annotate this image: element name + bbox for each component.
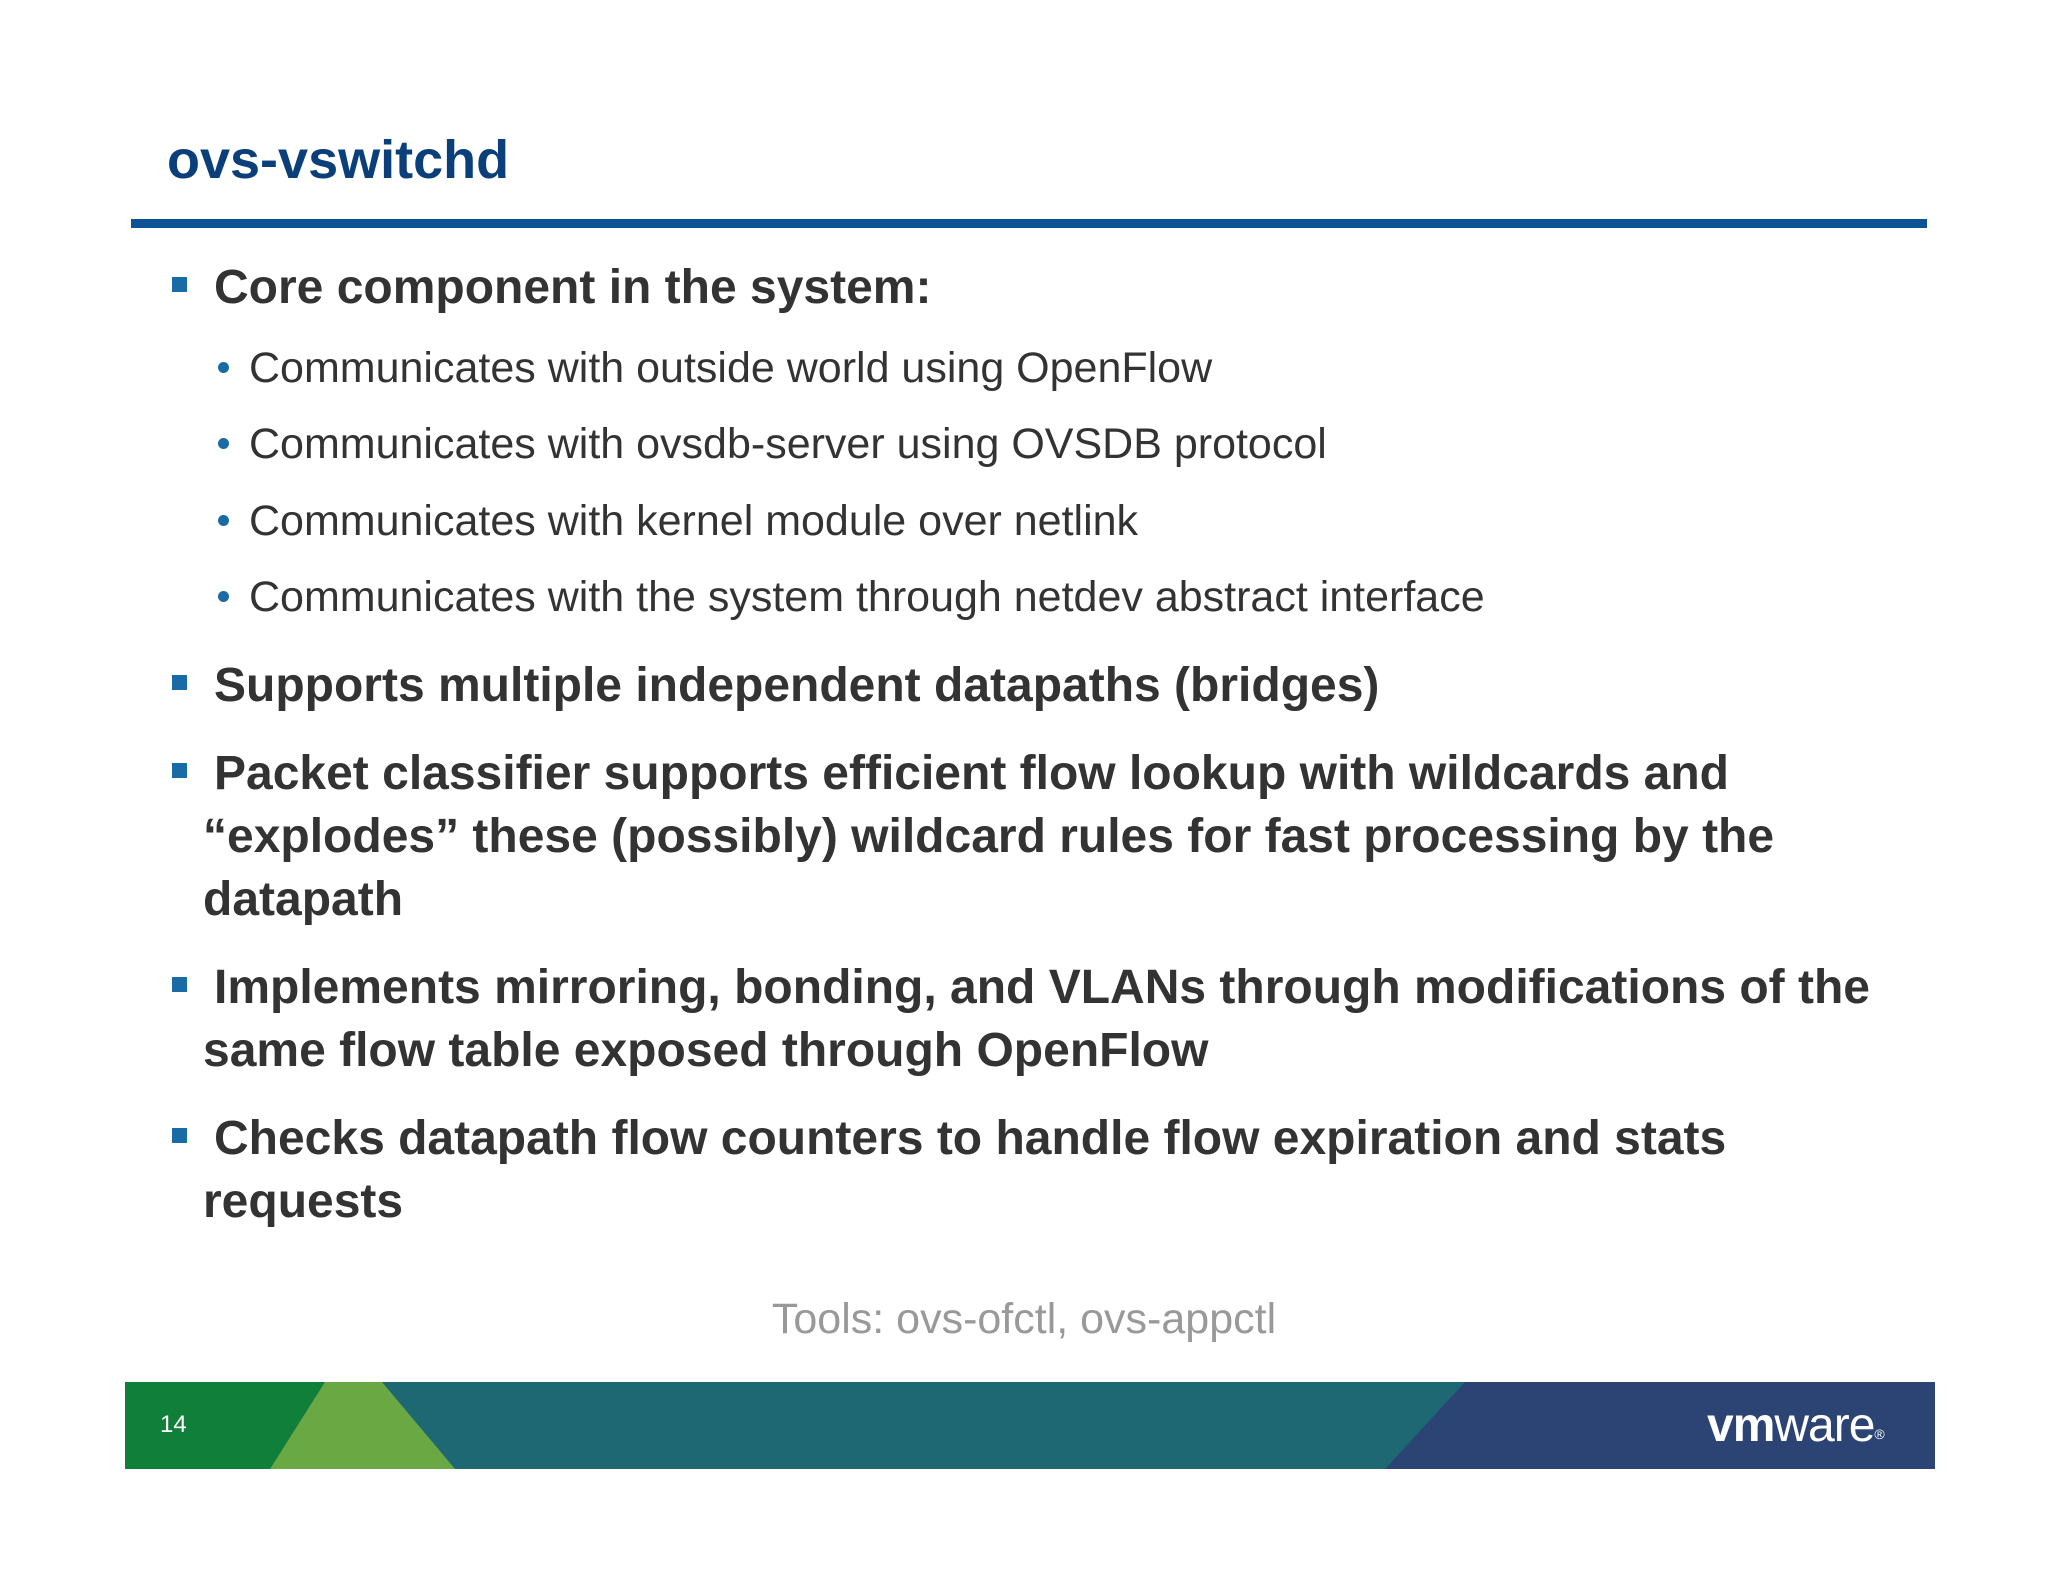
- page-number: 14: [160, 1411, 187, 1438]
- sub-bullet-netlink: [249, 495, 1899, 547]
- logo-vm: vm: [1707, 1399, 1775, 1452]
- sub-bullet-ovsdb: [249, 418, 1899, 470]
- logo-ware: ware: [1774, 1399, 1875, 1452]
- bullet-text: Supports multiple independent datapaths (bridges): [214, 659, 1380, 712]
- dot-bullet-icon: [218, 362, 229, 373]
- registered-mark: ®: [1874, 1426, 1884, 1442]
- bullet-packet-classifier: [203, 742, 1903, 931]
- bullet-text: Implements mirroring, bonding, and VLANs through modifications of the same flow table exposed through OpenFlow: [203, 961, 1870, 1077]
- dot-bullet-icon: [218, 591, 229, 602]
- dot-bullet-icon: [218, 438, 229, 449]
- square-bullet-icon: [172, 977, 187, 992]
- bullet-text: Packet classifier supports efficient flow lookup with wildcards and “explodes” these (possibly) wildcard rules for fast processing by the datapath: [203, 747, 1775, 926]
- footer-band-graphic: [125, 1382, 1935, 1469]
- bullet-text: Checks datapath flow counters to handle flow expiration and stats requests: [203, 1112, 1727, 1228]
- bullet-core-component: [203, 256, 1903, 319]
- sub-bullet-text: Communicates with the system through netdev abstract interface: [249, 573, 1485, 621]
- bullet-text: Core component in the system:: [214, 261, 932, 314]
- bullet-flow-counters: [203, 1107, 1903, 1233]
- square-bullet-icon: [172, 1128, 187, 1143]
- sub-bullet-openflow: [249, 342, 1899, 394]
- square-bullet-icon: [172, 277, 187, 292]
- footer-bar: [125, 1382, 1935, 1469]
- sub-bullet-text: Communicates with kernel module over netlink: [249, 497, 1139, 545]
- vmware-logo: [1707, 1398, 1884, 1454]
- square-bullet-icon: [172, 763, 187, 778]
- bullet-multiple-datapaths: [203, 654, 1903, 717]
- sub-bullet-netdev: [249, 571, 1899, 623]
- square-bullet-icon: [172, 675, 187, 690]
- tools-note: Tools: ovs-ofctl, ovs-appctl: [771, 1295, 1277, 1343]
- title-rule: [131, 219, 1927, 228]
- dot-bullet-icon: [218, 515, 229, 526]
- sub-bullet-text: Communicates with ovsdb-server using OVSDB protocol: [249, 420, 1327, 468]
- slide-title: ovs-vswitchd: [167, 130, 510, 190]
- sub-bullet-text: Communicates with outside world using OpenFlow: [249, 344, 1213, 392]
- bullet-mirroring-bonding: [203, 956, 1903, 1082]
